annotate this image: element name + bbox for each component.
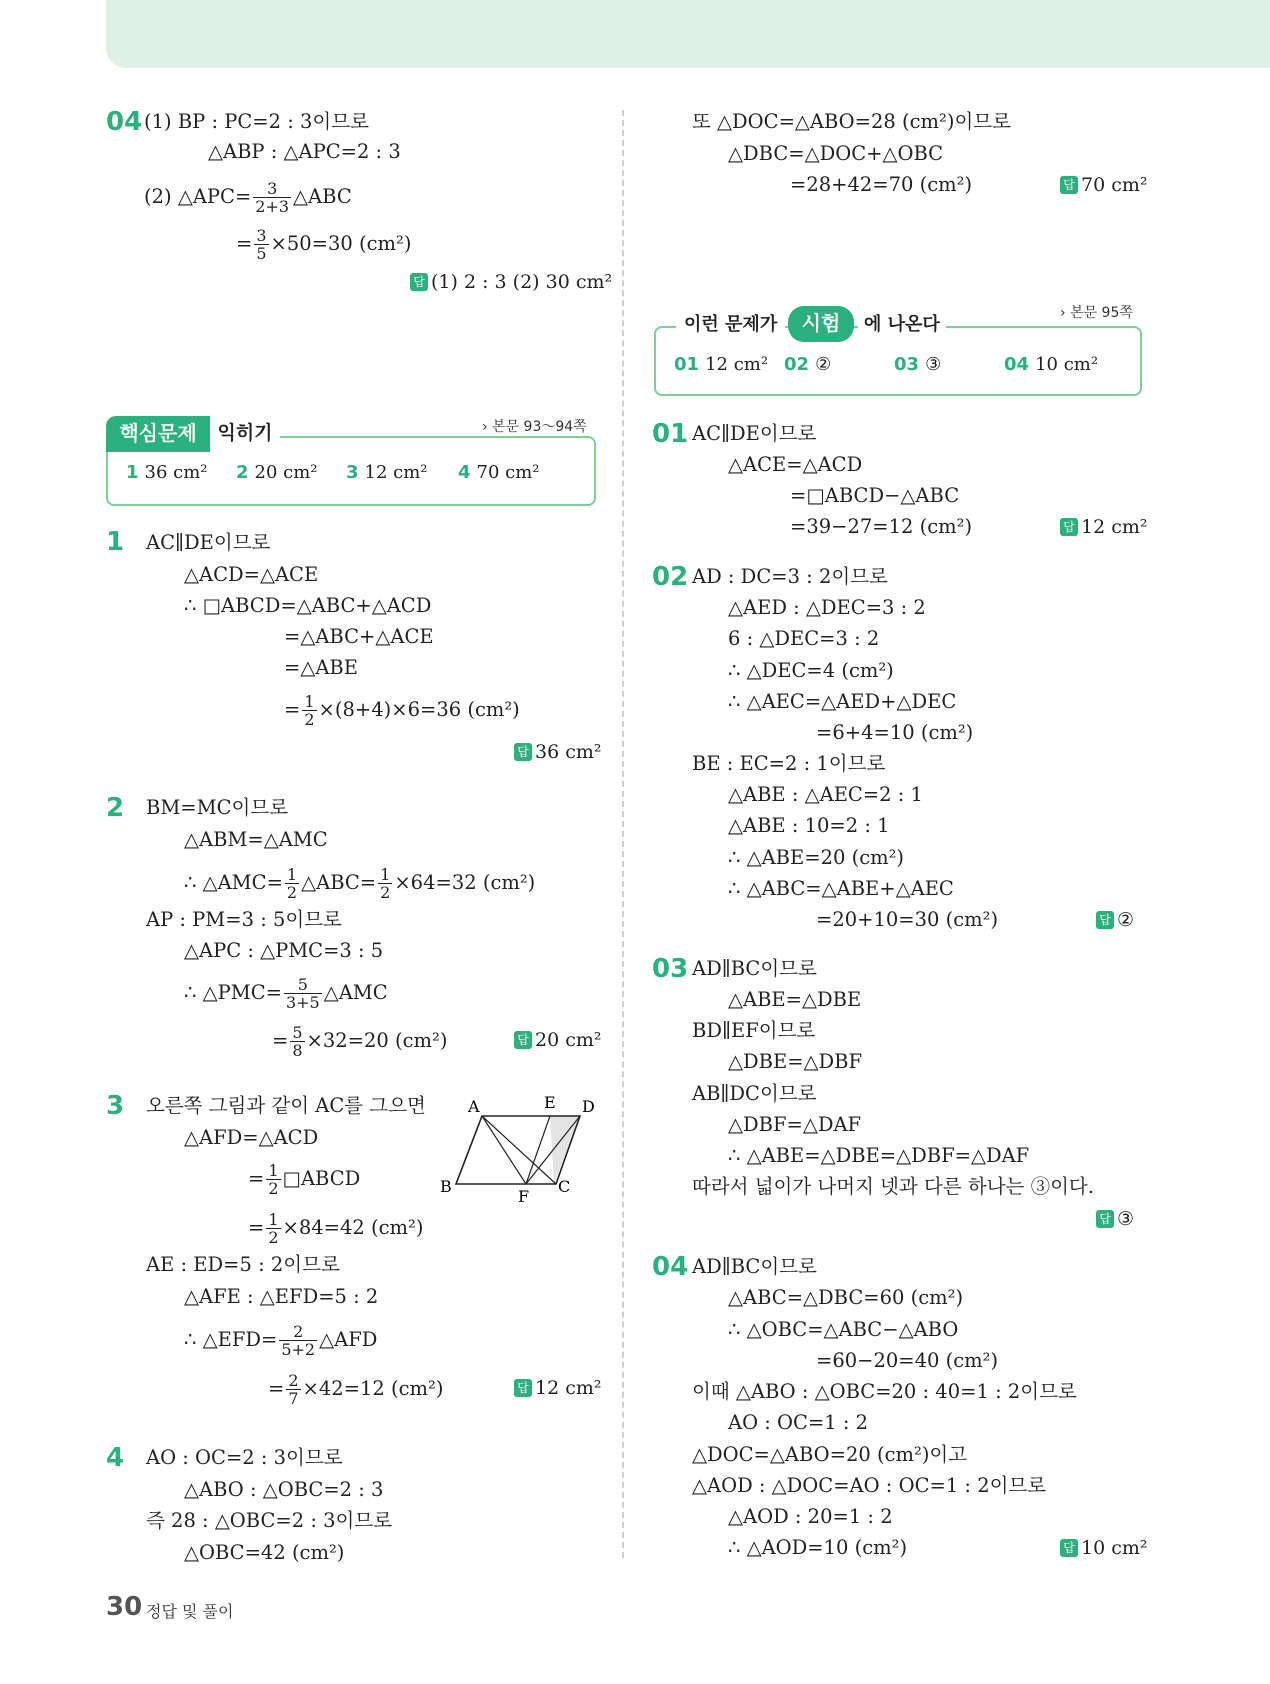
quick-answer: 04 10 cm² bbox=[1004, 354, 1099, 375]
answer-badge-icon: 답 bbox=[514, 743, 532, 761]
solution-line: AD : DC=3 : 2이므로 bbox=[692, 565, 888, 588]
answer-badge-icon: 답 bbox=[1060, 518, 1078, 536]
solution-line: = $\frac{1}{2}$ ×(8+4)×6=36 (cm²) bbox=[284, 692, 520, 729]
problem-number: 04 bbox=[652, 1252, 689, 1282]
solution-line: 6 : △DEC=3 : 2 bbox=[728, 627, 880, 650]
answer-badge-icon: 답 bbox=[1060, 1539, 1078, 1557]
solution-line: AE : ED=5 : 2이므로 bbox=[146, 1253, 340, 1276]
solution-line: △DBC=△DOC+△OBC bbox=[728, 142, 944, 165]
solution-line: △ABE : 10=2 : 1 bbox=[728, 814, 890, 837]
solution-line: △DBE=△DBF bbox=[728, 1050, 863, 1073]
quick-answer: 4 70 cm² bbox=[458, 462, 540, 483]
solution-line: AC∥DE이므로 bbox=[146, 531, 271, 554]
solution-line: =□ABCD−△ABC bbox=[790, 484, 960, 507]
quick-answer: 02 ② bbox=[784, 354, 832, 375]
answer-badge-icon: 답 bbox=[1096, 1210, 1114, 1228]
core-tab-sub: 익히기 bbox=[210, 416, 280, 452]
solution-line: =6+4=10 (cm²) bbox=[816, 721, 974, 744]
point-label-f: F bbox=[518, 1187, 530, 1204]
chevron-right-icon: › bbox=[1060, 305, 1066, 321]
problem-number: 1 bbox=[106, 527, 125, 557]
solution-line: △AOD : △DOC=AO : OC=1 : 2이므로 bbox=[692, 1474, 1047, 1497]
solution-line: =28+42=70 (cm²) bbox=[790, 173, 973, 196]
solution-line: △ABO : △OBC=2 : 3 bbox=[184, 1478, 384, 1501]
answer-badge-icon: 답 bbox=[514, 1031, 532, 1049]
answer-badge-icon: 답 bbox=[1096, 911, 1114, 929]
solution-line: △ACD=△ACE bbox=[184, 563, 319, 586]
solution-line: △ACE=△ACD bbox=[728, 453, 863, 476]
solution-line: (1) BP : PC=2 : 3이므로 bbox=[144, 110, 369, 133]
solution-line: △ABC=△DBC=60 (cm²) bbox=[728, 1286, 964, 1309]
problem-number: 04 bbox=[106, 107, 143, 137]
solution-line: AO : OC=2 : 3이므로 bbox=[146, 1446, 343, 1469]
solution-line: ∴ △ABE=20 (cm²) bbox=[728, 846, 905, 869]
problem-number: 02 bbox=[652, 562, 689, 592]
solution-line: ∴ △AOD=10 (cm²) bbox=[728, 1536, 908, 1559]
solution-line: ∴ △PMC= $\frac{5}{3+5}$ △AMC bbox=[184, 975, 388, 1012]
problem-number: 01 bbox=[652, 419, 689, 449]
solution-line: = $\frac{5}{8}$ ×32=20 (cm²) bbox=[272, 1023, 448, 1060]
solution-line: 이때 △ABO : △OBC=20 : 40=1 : 2이므로 bbox=[692, 1380, 1077, 1403]
solution-line: = $\frac{3}{5}$ ×50=30 (cm²) bbox=[236, 226, 412, 263]
solution-line: AD∥BC이므로 bbox=[692, 1255, 817, 1278]
point-label-b: B bbox=[440, 1177, 452, 1196]
answer: 답 ③ bbox=[1096, 1205, 1134, 1233]
solution-line: △APC : △PMC=3 : 5 bbox=[184, 939, 384, 962]
solution-line: ∴ □ABCD=△ABC+△ACD bbox=[184, 594, 432, 617]
point-label-c: C bbox=[558, 1177, 571, 1196]
solution-line: AO : OC=1 : 2 bbox=[728, 1411, 869, 1434]
core-tab-title: 핵심문제 bbox=[106, 416, 210, 452]
problem-number: 03 bbox=[652, 954, 689, 984]
problem-number: 3 bbox=[106, 1091, 125, 1121]
solution-line: △ABM=△AMC bbox=[184, 828, 328, 851]
solution-line: 또 △DOC=△ABO=28 (cm²)이므로 bbox=[692, 110, 1011, 133]
chevron-right-icon: › bbox=[482, 419, 488, 435]
solution-line: △AFE : △EFD=5 : 2 bbox=[184, 1285, 379, 1308]
solution-line: 따라서 넓이가 나머지 넷과 다른 하나는 ③이다. bbox=[692, 1175, 1094, 1198]
answer-badge-icon: 답 bbox=[410, 273, 428, 291]
exam-tab-suffix: 에 나온다 bbox=[858, 308, 946, 342]
quick-answer: 03 ③ bbox=[894, 354, 942, 375]
solution-line: AD∥BC이므로 bbox=[692, 957, 817, 980]
shaded-triangle bbox=[550, 1116, 580, 1184]
solution-line: △ABE : △AEC=2 : 1 bbox=[728, 783, 923, 806]
point-label-d: D bbox=[582, 1097, 595, 1116]
solution-line: AP : PM=3 : 5이므로 bbox=[146, 908, 342, 931]
quick-answer: 2 20 cm² bbox=[236, 462, 318, 483]
exam-tab-highlight: 시험 bbox=[788, 306, 854, 342]
answer-badge-icon: 답 bbox=[1060, 176, 1078, 194]
top-header-band bbox=[106, 0, 1270, 68]
solution-line: △DOC=△ABO=20 (cm²)이고 bbox=[692, 1443, 968, 1466]
solution-line: =20+10=30 (cm²) bbox=[816, 908, 999, 931]
solution-line: 즉 28 : △OBC=2 : 3이므로 bbox=[146, 1509, 393, 1532]
page-reference: › 본문 95쪽 bbox=[1060, 305, 1133, 321]
solution-line: △DBF=△DAF bbox=[728, 1113, 862, 1136]
problem-number: 4 bbox=[106, 1443, 125, 1473]
solution-line: =60−20=40 (cm²) bbox=[816, 1349, 999, 1372]
solution-line: BD∥EF이므로 bbox=[692, 1019, 816, 1042]
point-label-a: A bbox=[468, 1097, 480, 1116]
solution-line: 오른쪽 그림과 같이 AC를 그으면 bbox=[146, 1094, 426, 1117]
answer: 답 70 cm² bbox=[1060, 171, 1148, 199]
solution-line: △AOD : 20=1 : 2 bbox=[728, 1505, 893, 1528]
solution-line: =△ABC+△ACE bbox=[284, 625, 434, 648]
solution-line: BE : EC=2 : 1이므로 bbox=[692, 752, 886, 775]
answer: 답 12 cm² bbox=[1060, 513, 1148, 541]
solution-line: = $\frac{1}{2}$ □ABCD bbox=[248, 1161, 361, 1198]
solution-line: AB∥DC이므로 bbox=[692, 1082, 817, 1105]
solution-line: △OBC=42 (cm²) bbox=[184, 1541, 345, 1564]
solution-line: ∴ △ABC=△ABE+△AEC bbox=[728, 877, 954, 900]
answer-badge-icon: 답 bbox=[514, 1379, 532, 1397]
quick-answer: 01 12 cm² bbox=[674, 354, 769, 375]
solution-line: =39−27=12 (cm²) bbox=[790, 515, 973, 538]
solution-line: ∴ △AEC=△AED+△DEC bbox=[728, 690, 957, 713]
quick-answer: 3 12 cm² bbox=[346, 462, 428, 483]
page-number: 30 bbox=[106, 1592, 143, 1622]
solution-line: =△ABE bbox=[284, 656, 358, 679]
solution-line: (2) △APC= $\frac{3}{2+3}$ △ABC bbox=[144, 179, 352, 216]
answer: 답 36 cm² bbox=[514, 738, 602, 766]
solution-line: ∴ △OBC=△ABC−△ABO bbox=[728, 1318, 959, 1341]
solution-line: △AFD=△ACD bbox=[184, 1126, 319, 1149]
solution-line: △AED : △DEC=3 : 2 bbox=[728, 596, 926, 619]
solution-line: ∴ △EFD= $\frac{2}{5+2}$ △AFD bbox=[184, 1322, 378, 1359]
parallelogram-figure bbox=[436, 1092, 596, 1204]
point-label-e: E bbox=[544, 1093, 556, 1112]
answer: 답 (1) 2 : 3 (2) 30 cm² bbox=[410, 268, 612, 296]
solution-line: △ABP : △APC=2 : 3 bbox=[208, 140, 401, 163]
answer: 답 12 cm² bbox=[514, 1374, 602, 1402]
solution-line: = $\frac{1}{2}$ ×84=42 (cm²) bbox=[248, 1210, 424, 1247]
solution-line: BM=MC이므로 bbox=[146, 796, 289, 819]
solution-line: ∴ △DEC=4 (cm²) bbox=[728, 659, 894, 682]
answer: 답 10 cm² bbox=[1060, 1534, 1148, 1562]
page-reference: › 본문 93～94쪽 bbox=[482, 419, 587, 435]
answer: 답 ② bbox=[1096, 906, 1134, 934]
segment-ef bbox=[526, 1116, 550, 1184]
solution-line: △ABE=△DBE bbox=[728, 988, 862, 1011]
solution-line: ∴ △AMC= $\frac{1}{2}$ △ABC= $\frac{1}{2}$ ×64=32 (cm²) bbox=[184, 865, 536, 902]
solution-line: = $\frac{2}{7}$ ×42=12 (cm²) bbox=[268, 1371, 444, 1408]
footer-label: 정답 및 풀이 bbox=[146, 1602, 234, 1621]
solution-line: ∴ △ABE=△DBE=△DBF=△DAF bbox=[728, 1144, 1030, 1167]
solution-line: AC∥DE이므로 bbox=[692, 422, 817, 445]
column-divider bbox=[622, 110, 624, 1558]
problem-number: 2 bbox=[106, 793, 125, 823]
answer: 답 20 cm² bbox=[514, 1026, 602, 1054]
exam-tab-title: 이런 문제가 bbox=[676, 308, 785, 342]
quick-answer: 1 36 cm² bbox=[126, 462, 208, 483]
